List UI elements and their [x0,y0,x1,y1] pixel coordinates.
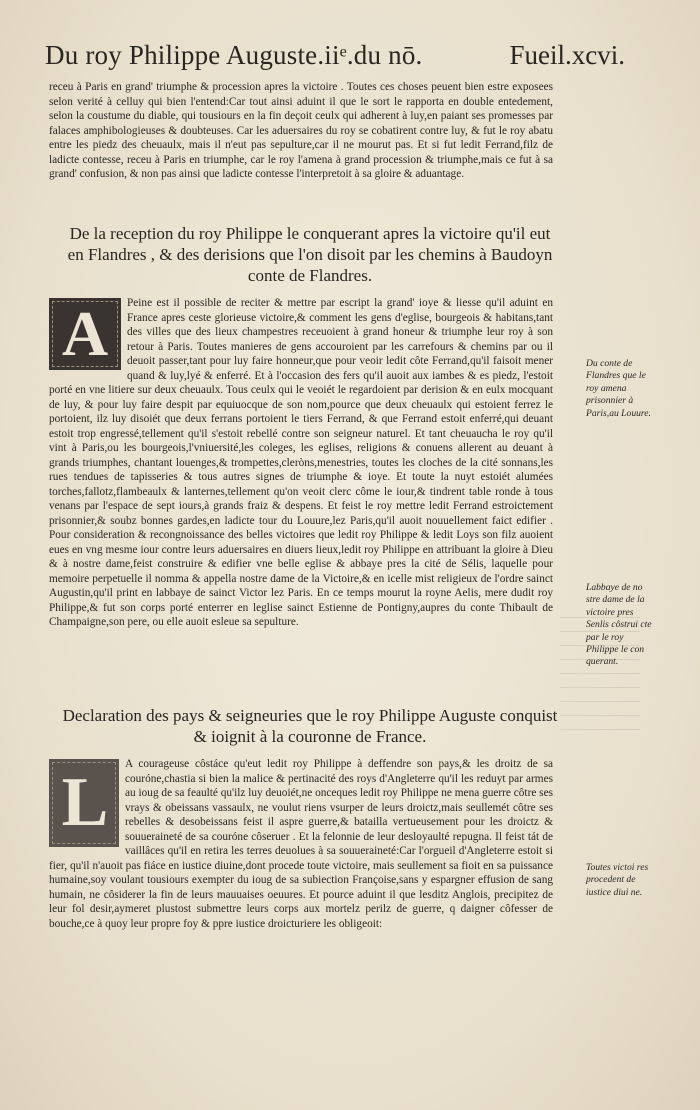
margin-note-victoires: Toutes victoi res procedent de iustice diui ne. [586,862,649,898]
paragraph-intro: receu à Paris en grand' triumphe & procession apres la victoire . Toutes ces choses peuent bien estre exposees selon verité à celluy qui bien l'entend:Car tout ainsi aduint il que le sort le rapporta en double entedement, selon la coustume du diable, qui tousiours en la fin deçoit ceulx qui adherent à luy,en paiant ses promesses par falaces amphibologieuses & doubteuses. Car les aduersaires du roy se cobatirent contre luy, & fut le roy abatu entre les piedz des cheuaulx, mais il n'eut pas sepulture,car il ne mourut pas. Et si fut ledit Ferrand,filz de ladicte contesse, receu à Paris en triumphe, car le roy l'amena à grand procession & triumphe,mais ce fut à sa grand' confusion, & non pas ainsi que ladicte contesse l'interpretoit à sa gloire & aduantage. [49,81,553,180]
margin-note-abbaye: Labbaye de no stre dame de la victoire pres Senlis côstrui cte par le roy Philippe le con querant. [586,582,652,668]
initial-letter: A [61,298,109,369]
folio-number: Fueil.xcvi. [509,40,625,70]
paragraph-reception [49,296,553,630]
show-through-texture [560,610,640,730]
section-heading-reception: De la reception du roy Philippe le conquerant apres la victoire qu'il eut en Flandres , & des derisions que l'on disoit par les chemins à Baudoyn conte de Flandres. [67,224,553,285]
decorated-initial-A [49,298,121,370]
page-header [45,40,625,80]
margin-note-ferrand: Du conte de Flandres que le roy amena prisonnier à Paris,au Louure. [586,358,651,419]
decorated-initial-L [49,759,119,847]
running-head: Du roy Philippe Auguste.iiᵉ.du nō. [45,40,423,70]
section-heading-declaration: Declaration des pays & seigneuries que le roy Philippe Auguste conquist & ioignit à la couronne de France. [62,706,558,746]
paragraph-text: Peine est il possible de reciter & mettre par escript la grand' ioye & liesse qu'il aduint en France apres ceste glorieuse victoire,& comment les gens d'eglise, bourgeois & habitans,tant des villes que des lieux champestres receuoient à grand honeur & triumphe leur roy à son retour à Paris. Toutes manieres de gens accouroient par les carrefours & chemins par ou il deuoit passer,tant pour luy faire honneur,que pour veoir ledit côte Ferrand,qu'il faisoit mener quand & luy,lyé & enferré. Et à l'occasion des fers qu'il auoit aux iambes & es piedz, l'estoit porté en vne litiere sur deux cheuaulx. Tous ceulx qui le veoiét le regardoient par derision & en eulx mocquant de luy, & pour luy faire despit par equiuocque de son nom,pource que deux cheuaulx qui estoient ferrez le portoient, ilz luy disoiét que deux ferrans portoient le tiers Ferrand, & que Ferrand estoit enferré,qui deuant estoit trop engressé,tellement qu'il s'estoit rebellé contre son seigneur naturel. Et tant cheuaucha le roy qu'il vint à Paris,ou les bourgeois,l'vniuersité,les coleges, les eglises, religions & conuens allerent au deuant à grands triumphes, chantant louenges,& trompettes,cleròns,menestries, toutes les cloches de la cité sonnans,les rues tendues de tapisseries & tous autres signes de triumphe & ioye. Et toute la nuyt estoiét alumées torches,fallotz,flambeaulx & lanternes,tellement qu'on veoit clerc côme le iour,& tindrent table ronde à tous venans par l'espace de sept iours,à grands fraiz & despens. Et feist le roy mettre ledit Ferrand estroictement prisonnier,& soubz bonnes gardes,en ladicte tour du Louure,lez Paris,qu'il auoit nouuellement faict edifier . Pour consideration & recongnoissance des belles victoires que ledit roy Philippe & ledit Loys son filz auoient eues en vng mesme iour contre leurs aduersaires en diuers lieux,ledit roy Philippe en attribuant la gloire à Dieu & à nostre dame,feist construire & edifier vne belle eglise & abbaye pres la cité de Sélis, laquelle pour memoire perpetuelle il nomma & appella nostre dame de la Victoire,& en icelle mist religieux de l'ordre sainct Augustin,qu'il print en labbaye de sainct Victor lez Paris. En ce temps mourut la royne Aelis, mere dudit roy Philippe,& fut son corps porté enterrer en leglise sainct Estienne de Pontigny,aupres du conte Thibault de Champaigne,son pere, ou elle auoit esleue sa sepulture. [49,297,553,628]
initial-letter: L [61,764,109,841]
paragraph-declaration [49,757,553,931]
paragraph-text: A courageuse côstáce qu'eut ledit roy Philippe à deffendre son pays,& les droitz de sa couróne,chastia si bien la malice & pertinacité des roys d'Angleterre qu'il les reduyt par armes au ioug de sa feaulté qu'ilz luy deuoiét,ne onceques ledit roy Philippe ne mena guerre côtre ses vrays & obeissans vassaulx, ne voulut riens vsurper de leurs droictz,mais seullemét côtre ses rebelles & desobeissans feist il aspre guerre,& batailla vertueusement pour les droictz & souueraineté de sa couróne côseruer . Et la felonnie de leur desloyaulté repugna. Il feist tát de vaillâces qu'il en retira les terres deuolues à sa souueraineté:Car l'orgueil d'Angleterre estoit si fier, qu'il n'auoit pas fiáce en iustice diuine,dont procede toute victoire, mais seullement sa fioit en sa puissance humaine,soy voulant tousiours exempter du ioug de sa subiection Françoise,sans y espargner effusion de sang humain, ne côsiderer la fin de leurs mauuaises oeuures. Et pource aduint il que lesditz Anglois, precipitez de leur fol desir,aymeret plustost submettre leurs corps aux mortelz perilz de guerre, q daigner côfesser de bouche,ce à quoy leur propre foy & ppre iustice droicturiere les obligeoit: [49,758,553,930]
